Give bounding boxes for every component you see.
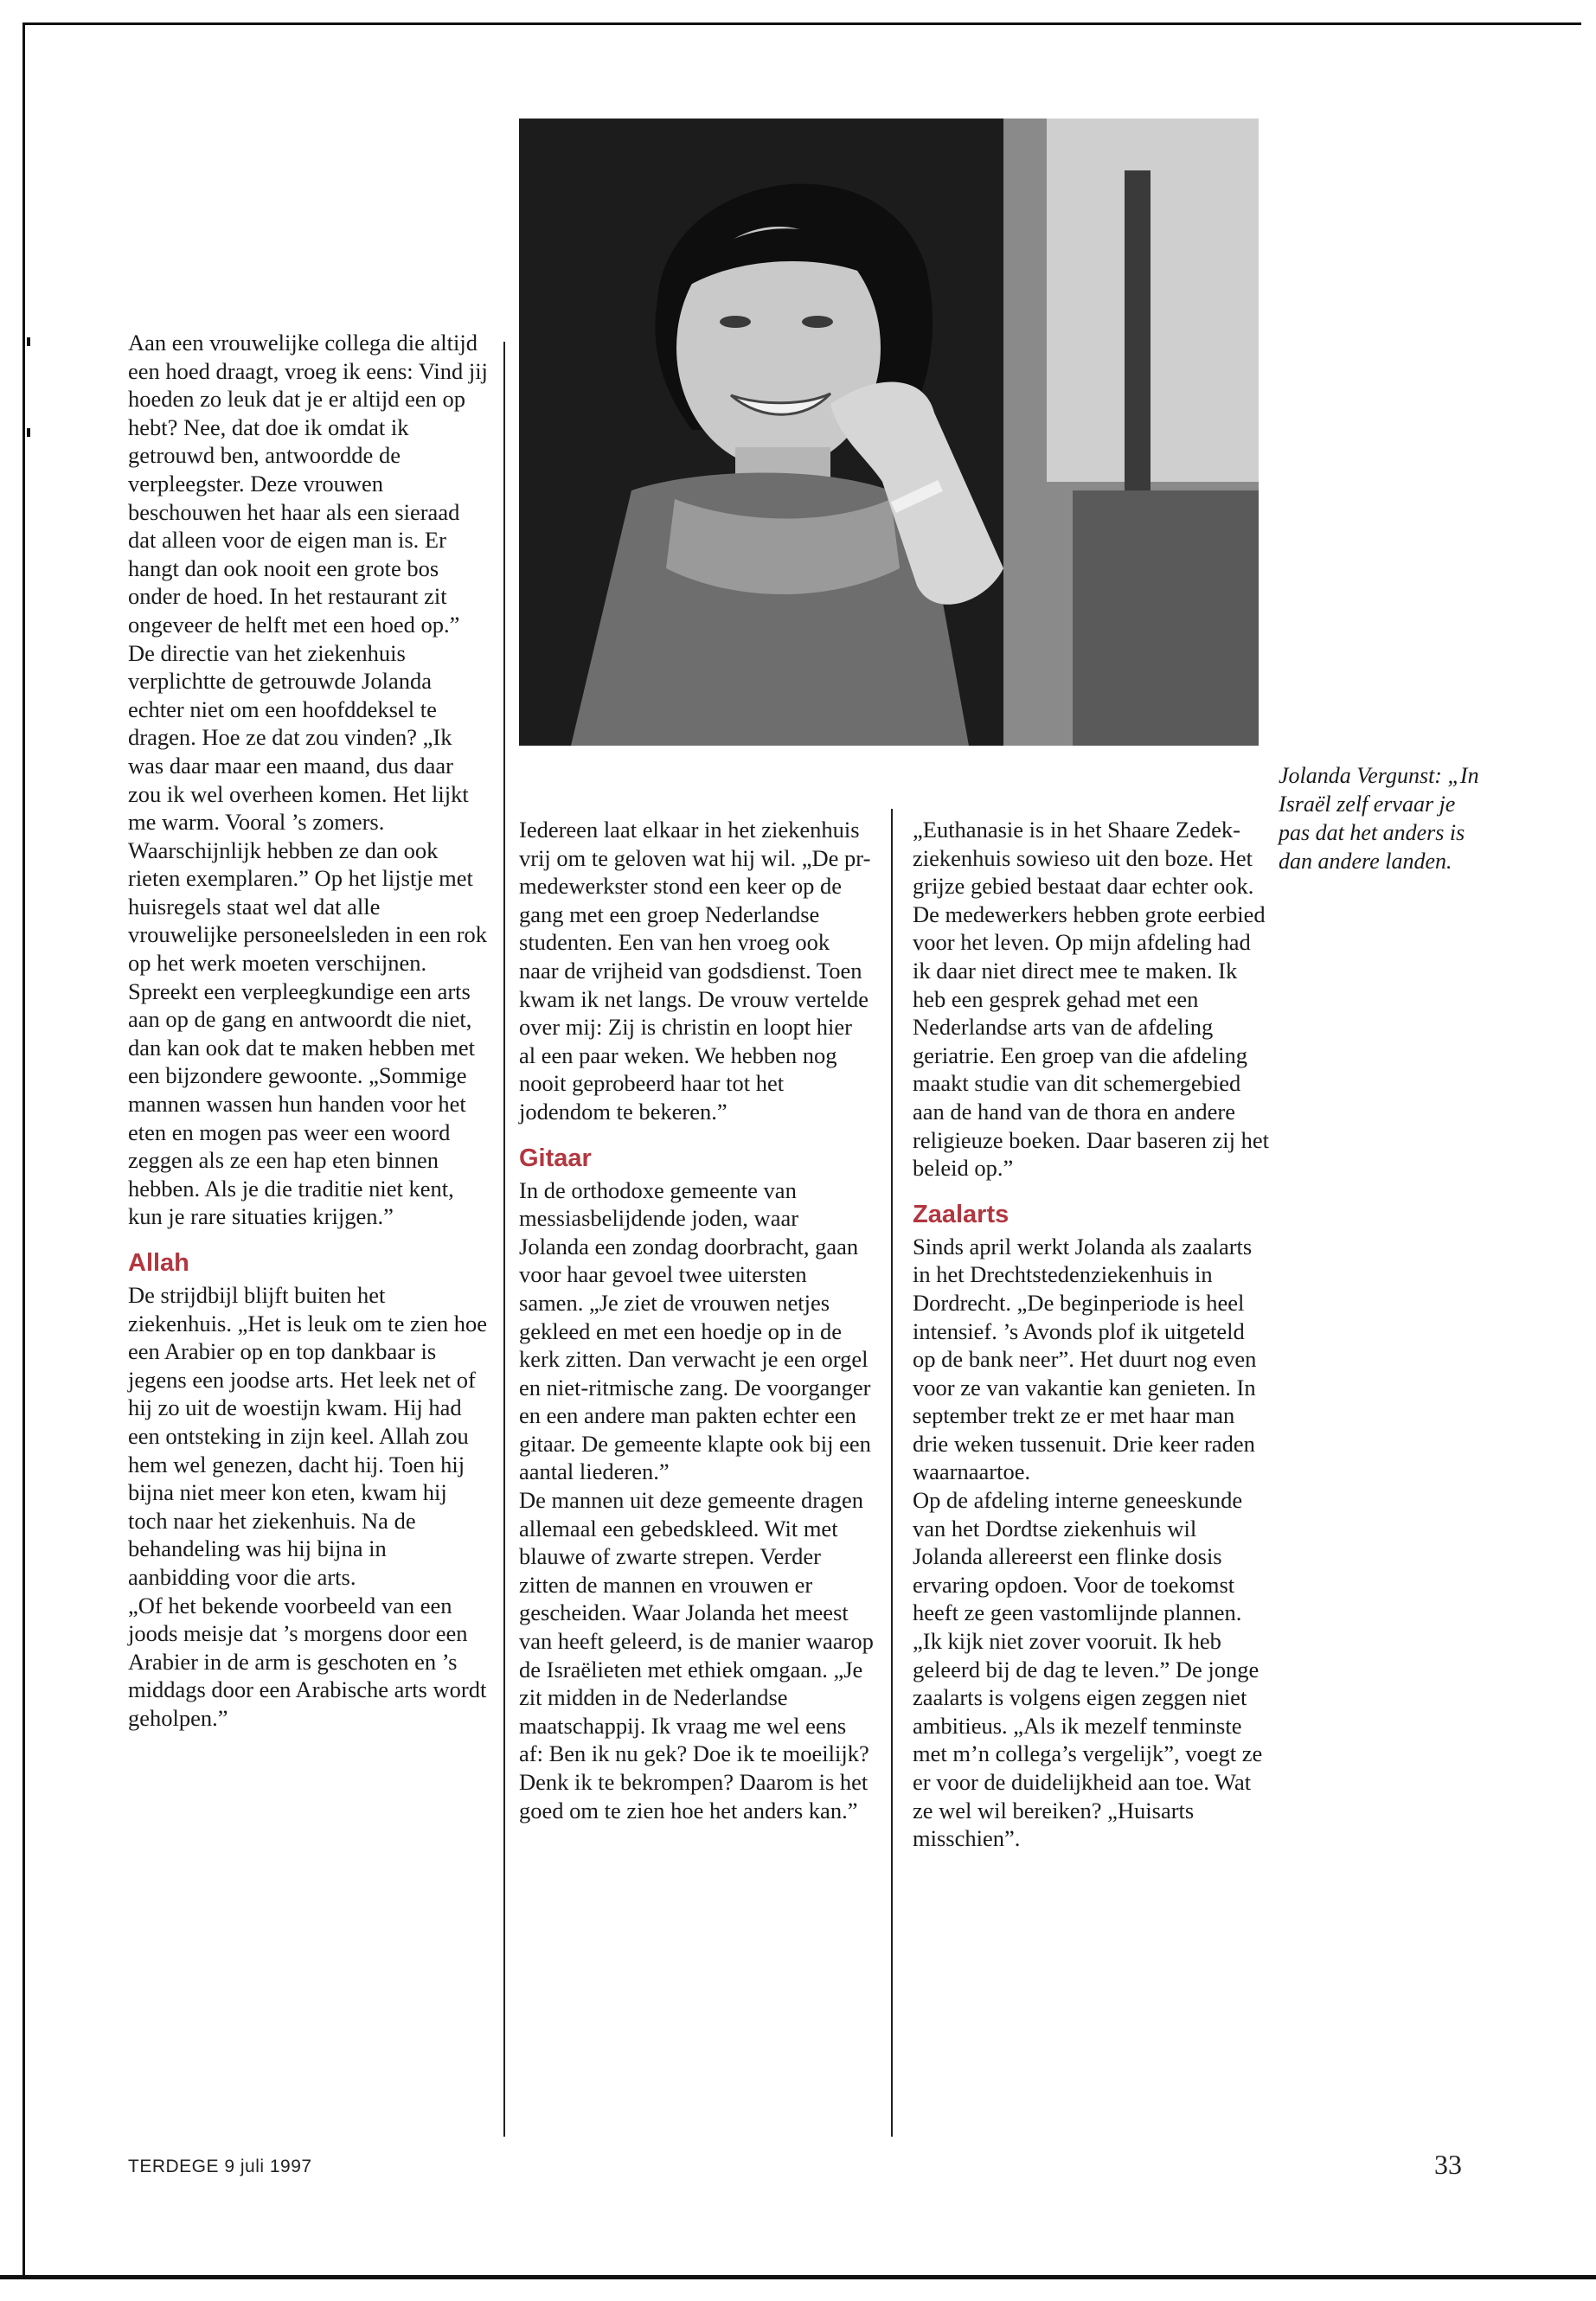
paragraph: De strijdbijl blijft buiten het ziekenhuis. „Het is leuk om te zien hoe een Arabier op en top dankbaar is jegens een joodse arts. Het leek net of hij zo uit de woestijn kwam. Hij had een ontsteking in zijn keel. Allah zou hem wel genezen, dacht hij. Toen hij bijna niet meer kon eten, kwam hij toch naar het ziekenhuis. Na de behandeling was hij bijna in aanbidding voor die arts.	[128, 1282, 488, 1590]
paragraph: Op de afdeling interne geneeskunde van het Dordtse ziekenhuis wil Jolanda allereerst een flinke dosis ervaring opdoen. Voor de toekomst heeft ze geen vastomlijnde plannen. „Ik kijk niet zover vooruit. Ik heb geleerd bij de dag te leven.” De jonge zaalarts is volgens eigen zeggen niet ambitieus. „Als ik mezelf tenminste met m’n collega’s vergelijk”, voegt ze er voor de duidelijkheid aan toe. Wat ze wel wil bereiken? „Huisarts misschien”.	[913, 1487, 1263, 1852]
section-heading-zaalarts: Zaalarts	[913, 1200, 1010, 1228]
paragraph: Aan een vrouwelijke collega die altijd een hoed draagt, vroeg ik eens: Vind jij hoeden zo leuk dat je er altijd een op hebt? Nee, dat doe ik omdat ik getrouwd ben, antwoordde de verpleegster. Deze vrouwen beschouwen het haar als een sieraad dat alleen voor de eigen man is. Er hangt dan ook nooit een grote bos onder de hoed. In het restaurant zit ongeveer de helft met een hoed op.”	[128, 330, 488, 638]
binding-mark	[27, 428, 30, 437]
column-divider	[503, 342, 505, 2137]
paragraph: De directie van het ziekenhuis verplichtte de getrouwde Jolanda echter niet om een hoofddeksel te dragen. Hoe ze dat zou vinden? „Ik was daar maar een maand, dus daar zou ik wel overheen komen. Het lijkt me warm. Vooral ’s zomers. Waarschijnlijk hebben ze dan ook rieten exemplaren.” Op het lijstje met huisregels staat wel dat alle vrouwelijke personeelsleden in een rok op het werk moeten verschijnen.	[128, 639, 488, 977]
page-number: 33	[1434, 2149, 1462, 2180]
article-column-1	[128, 329, 491, 1733]
portrait-photo	[519, 119, 1259, 746]
page-border-bottom	[0, 2275, 1596, 2279]
portrait-illustration	[519, 119, 1259, 746]
page-border-left	[22, 22, 25, 2275]
paragraph: De mannen uit deze gemeente dragen allemaal een gebedskleed. Wit met blauwe of zwarte strepen. Verder zitten de mannen en vrouwen er gescheiden. Waar Jolanda het meest van heeft geleerd, is de manier waarop de Israëlieten met ethiek omgaan. „Je zit midden in de Nederlandse maatschappij. Ik vraag me wel eens af: Ben ik nu gek? Doe ik te moeilijk? Denk ik te bekrompen? Daarom is het goed om te zien hoe het anders kan.”	[519, 1487, 874, 1823]
paragraph: In de orthodoxe gemeente van messiasbelijdende joden, waar Jolanda een zondag doorbracht, gaan voor haar gevoel twee uitersten samen. „Je ziet de vrouwen netjes gekleed en met een hoedje op in de kerk zitten. Dan verwacht je een orgel en niet-ritmische zang. De voorganger en een andere man pakten echter een gitaar. De gemeente klapte ook bij een aantal liederen.”	[519, 1176, 871, 1485]
publication-footer: TERDEGE 9 juli 1997	[128, 2157, 312, 2176]
column-divider	[891, 809, 893, 2137]
photo-caption: Jolanda Vergunst: „In Israël zelf ervaar je pas dat het anders is dan andere landen.	[1279, 763, 1479, 874]
section-heading-allah: Allah	[128, 1249, 189, 1277]
paragraph: „Euthanasie is in het Shaare Zedek-ziekenhuis sowieso uit den boze. Het grijze gebied bestaat daar echter ook. De medewerkers hebben grote eerbied voor het leven. Op mijn afdeling had ik daar niet direct mee te maken. Ik heb een gesprek gehad met een Nederlandse arts van de afdeling geriatrie. Een groep van die afdeling maakt studie van dit schemergebied aan de hand van de thora en andere religieuze boeken. Daar baseren zij het beleid op.”	[913, 817, 1270, 1182]
page-border-top	[24, 22, 1581, 25]
paragraph: Iedereen laat elkaar in het ziekenhuis vrij om te geloven wat hij wil. „De pr-medewerkster stond een keer op de gang met een groep Nederlandse studenten. Een van hen vroeg ook naar de vrijheid van godsdienst. Toen kwam ik net langs. De vrouw vertelde over mij: Zij is christin en loopt hier al een paar weken. We hebben nog nooit geprobeerd haar tot het jodendom te bekeren.”	[519, 817, 871, 1125]
paragraph: Sinds april werkt Jolanda als zaalarts in het Drechtstedenziekenhuis in Dordrecht. „De beginperiode is heel intensief. ’s Avonds plof ik uitgeteld op de bank neer”. Het duurt nog even voor ze van vakantie kan genieten. In september trekt ze er met haar man drie weken tussenuit. Drie keer raden waarnaartoe.	[913, 1233, 1257, 1485]
binding-mark	[27, 337, 30, 346]
paragraph: Spreekt een verpleegkundige een arts aan op de gang en antwoordt die niet, dan kan ook dat te maken hebben met een bijzondere gewoonte. „Sommige mannen wassen hun handen voor het eten en mogen pas weer een woord zeggen als ze een hap eten binnen hebben. Als je die traditie niet kent, kun je rare situaties krijgen.”	[128, 977, 476, 1230]
article-column-3	[913, 816, 1272, 1853]
paragraph: „Of het bekende voorbeeld van een joods meisje dat ’s morgens door een Arabier in de arm is geschoten en ’s middags door een Arabische arts wordt geholpen.”	[128, 1592, 487, 1731]
section-heading-gitaar: Gitaar	[519, 1144, 592, 1172]
article-column-2	[519, 816, 874, 1824]
